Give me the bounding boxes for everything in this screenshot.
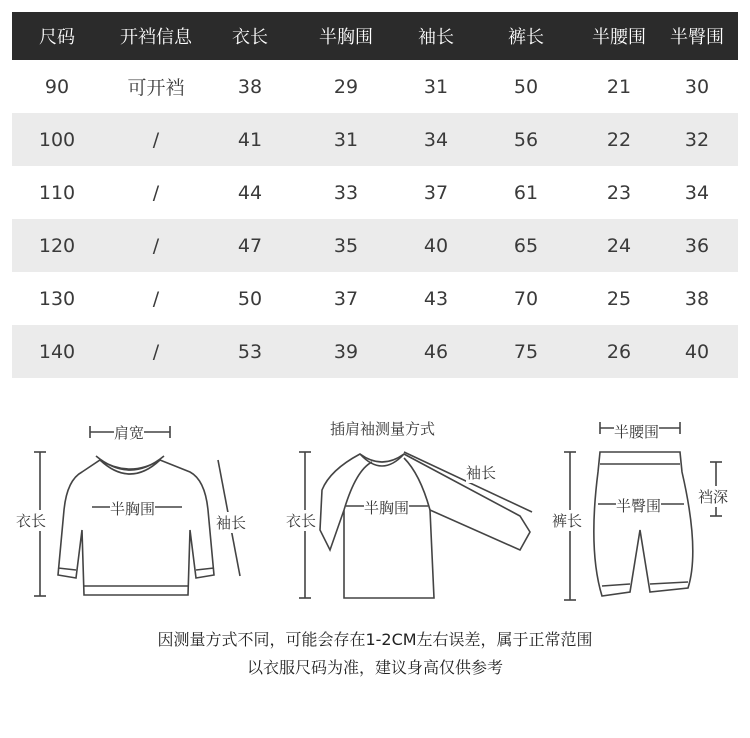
table-cell: / [152, 181, 160, 204]
sweater-chest-label: 半胸围 [110, 500, 156, 518]
table-cell: 100 [38, 128, 76, 151]
table-cell: 110 [38, 181, 76, 204]
table-row [12, 60, 738, 113]
pants-rise-label: 裆深 [698, 488, 729, 506]
table-cell: 90 [44, 75, 70, 98]
raglan-length-label: 衣长 [286, 512, 317, 530]
table-cell: 53 [237, 340, 263, 363]
table-cell: / [152, 340, 160, 363]
table-cell: 23 [606, 181, 632, 204]
header-cell: 半腰围 [592, 27, 646, 48]
table-cell: / [152, 128, 160, 151]
table-cell: 38 [237, 75, 263, 98]
raglan-title: 插肩袖测量方式 [330, 420, 436, 438]
table-row [12, 325, 738, 378]
note-line-1: 因测量方式不同，可能会存在1-2CM左右误差，属于正常范围 [157, 630, 593, 649]
table-row [12, 166, 738, 219]
header-cell: 袖长 [418, 27, 454, 48]
table-cell: 26 [606, 340, 632, 363]
table-body [12, 60, 738, 378]
table-cell: 33 [333, 181, 359, 204]
table-cell: 40 [423, 234, 449, 257]
raglan-drawing [299, 452, 532, 598]
header-cell: 裤长 [508, 27, 544, 48]
table-cell: 29 [333, 75, 359, 98]
table-cell: 31 [423, 75, 449, 98]
table-cell: 22 [606, 128, 632, 151]
table-row [12, 113, 738, 166]
table-cell: 41 [237, 128, 263, 151]
sweater-sleeve-label: 袖长 [216, 514, 247, 532]
table-cell: 34 [684, 181, 710, 204]
table-cell: 44 [237, 181, 263, 204]
table-cell: 43 [423, 287, 449, 310]
table-cell: 21 [606, 75, 632, 98]
raglan-chest-label: 半胸围 [364, 499, 410, 517]
table-cell: 40 [684, 340, 710, 363]
table-cell: 56 [513, 128, 539, 151]
table-cell: 140 [38, 340, 76, 363]
table-header [12, 12, 738, 60]
table-row [12, 219, 738, 272]
header-cell: 尺码 [39, 27, 75, 48]
header-cell: 开裆信息 [120, 27, 192, 48]
table-cell: 50 [237, 287, 263, 310]
table-cell: 50 [513, 75, 539, 98]
table-cell: 25 [606, 287, 632, 310]
size-notes [0, 626, 750, 682]
measurement-diagrams [0, 400, 750, 615]
table-cell: 130 [38, 287, 76, 310]
header-cell: 衣长 [232, 27, 268, 48]
header-cell: 半胸围 [319, 27, 373, 48]
table-cell: 32 [684, 128, 710, 151]
table-cell: 37 [423, 181, 449, 204]
table-cell: 可开裆 [127, 77, 185, 99]
sweater-length-label: 衣长 [16, 512, 47, 530]
shoulder-label: 肩宽 [114, 424, 145, 442]
table-cell: 31 [333, 128, 359, 151]
raglan-sleeve-label: 袖长 [466, 464, 497, 482]
table-cell: 37 [333, 287, 359, 310]
pants-waist-label: 半腰围 [614, 423, 660, 441]
table-cell: 70 [513, 287, 539, 310]
table-cell: / [152, 287, 160, 310]
table-cell: 36 [684, 234, 710, 257]
pants-length-label: 裤长 [552, 512, 583, 530]
table-cell: 34 [423, 128, 449, 151]
table-cell: 24 [606, 234, 632, 257]
header-cell: 半臀围 [670, 27, 724, 48]
table-cell: 38 [684, 287, 710, 310]
table-cell: 35 [333, 234, 359, 257]
table-cell: 61 [513, 181, 539, 204]
table-cell: 75 [513, 340, 539, 363]
table-cell: 120 [38, 234, 76, 257]
table-cell: 46 [423, 340, 449, 363]
size-table [12, 12, 738, 378]
pants-hip-label: 半臀围 [616, 497, 662, 515]
note-line-2: 以衣服尺码为准，建议身高仅供参考 [246, 658, 503, 677]
table-cell: / [152, 234, 160, 257]
table-row [12, 272, 738, 325]
table-cell: 30 [684, 75, 710, 98]
table-cell: 65 [513, 234, 539, 257]
table-cell: 47 [237, 234, 263, 257]
table-cell: 39 [333, 340, 359, 363]
